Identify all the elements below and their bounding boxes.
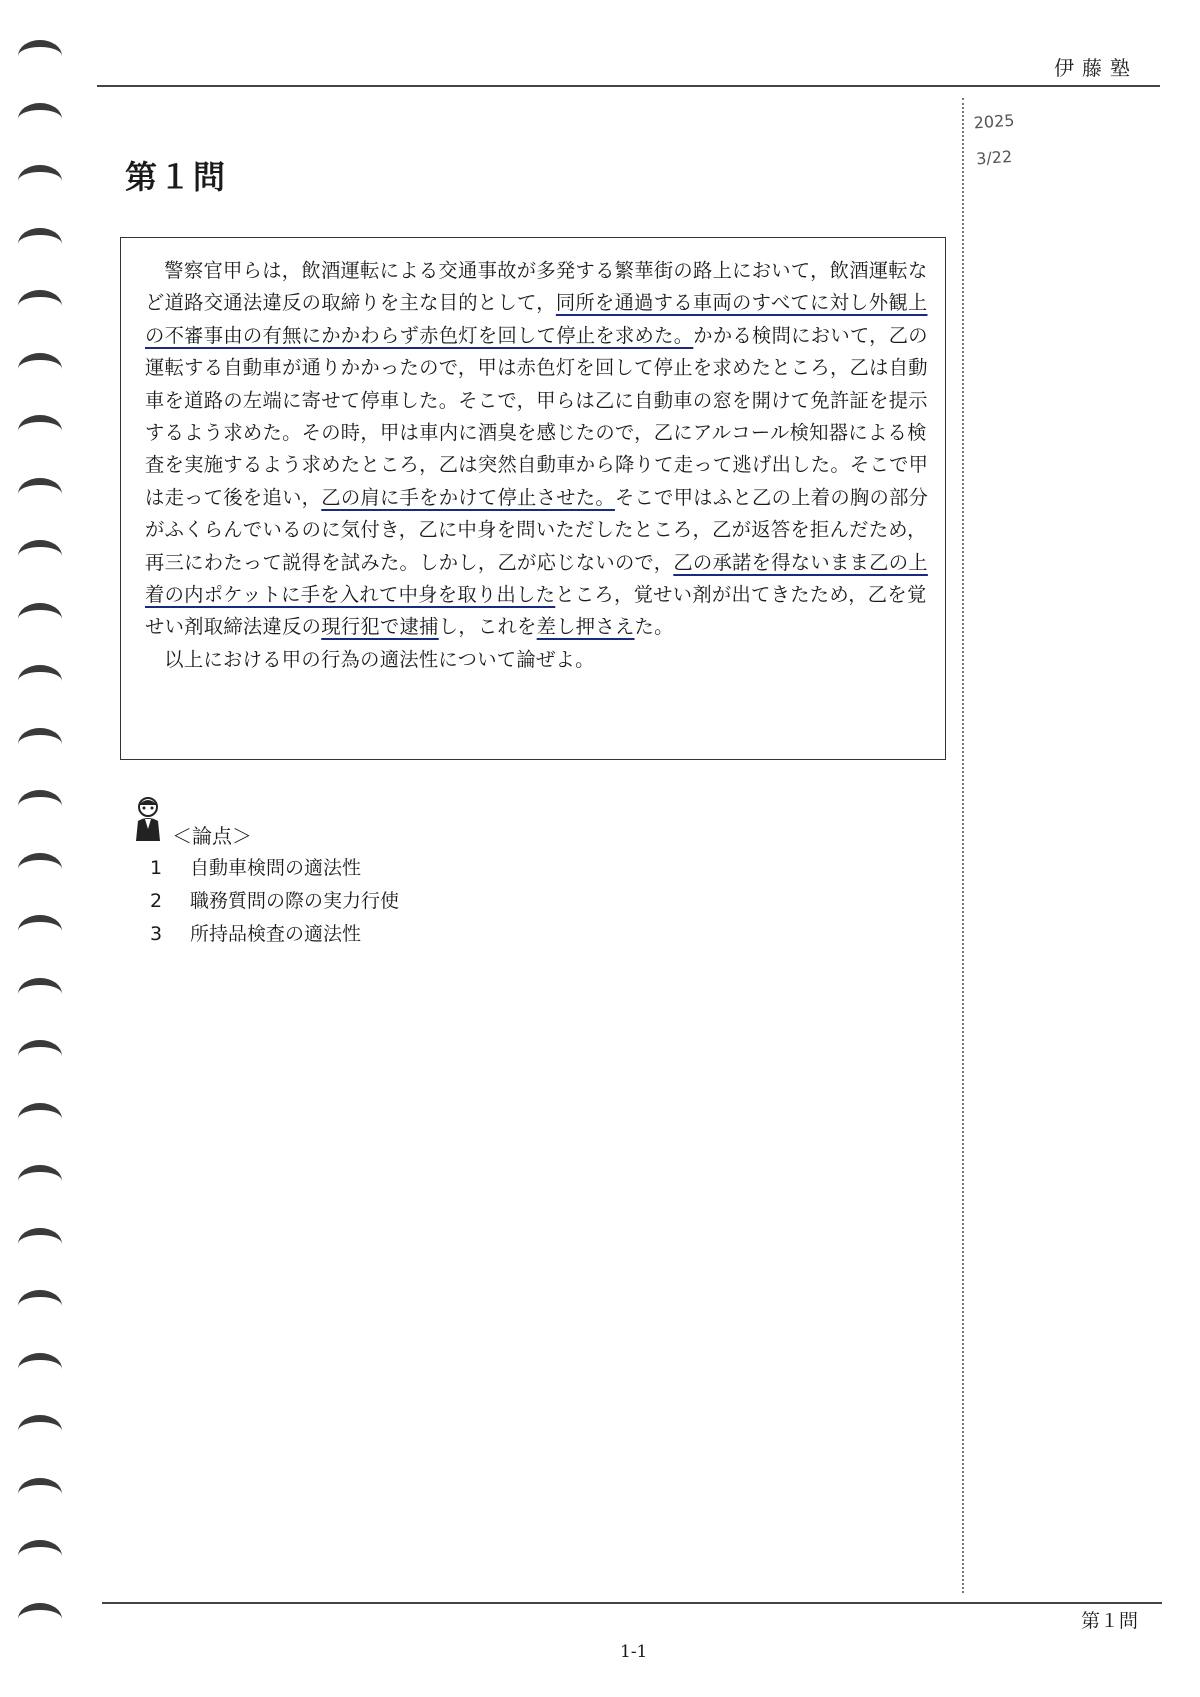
binder-rings [18,40,68,1640]
binder-ring [18,665,62,681]
underlined-phrase: 差し押さえ [536,615,635,639]
question-body [145,255,930,644]
issue-item [150,885,399,918]
binder-ring [18,1478,62,1494]
text-segment: ところ，覚せい剤が出てきたため，乙を覚せい剤取締法違反の [145,583,927,639]
binder-ring [18,228,62,244]
binder-ring [18,290,62,306]
binder-ring [18,103,62,119]
header-rule [97,85,1160,87]
margin-divider [962,98,964,1593]
binder-ring [18,978,62,994]
text-segment: し，これを [438,615,537,639]
handwritten-note [973,103,1019,178]
binder-ring [18,1540,62,1556]
issue-number: 2 [150,890,163,912]
binder-ring [18,603,62,619]
binder-ring [18,40,62,56]
binder-ring [18,790,62,806]
issues-heading: ＜論点＞ [172,824,252,848]
binder-ring [18,1353,62,1369]
binder-ring [18,728,62,744]
footer-section: 第１問 [1080,1610,1138,1632]
issue-text: 自動車検問の適法性 [190,857,362,879]
binder-ring [18,478,62,494]
issues-list [150,852,399,951]
publisher-name: 伊藤塾 [1054,56,1138,80]
footer-rule [102,1602,1162,1604]
underlined-phrase: 乙の肩に手をかけて停止させた。 [321,485,615,509]
binder-ring [18,1040,62,1056]
issue-text: 所持品検査の適法性 [190,923,362,945]
binder-ring [18,353,62,369]
text-segment: そこで甲はふと乙の上着の胸の部分がふくらんでいるのに気付き，乙に中身を問いただしたところ，乙が返答を拒んだため，再三にわたって説得を試みた。しかし，乙が応じないので， [145,485,929,574]
issue-number: 1 [150,857,163,879]
text-segment: た。 [634,615,674,639]
binder-ring [18,165,62,181]
issue-item [150,918,399,951]
binder-ring [18,1603,62,1619]
underlined-phrase: 現行犯で逮捕 [321,615,439,639]
handwritten-year: 2025 [973,110,1016,133]
issue-number: 3 [150,923,163,945]
question-text [145,255,930,676]
lecturer-figure-icon [130,795,166,843]
binder-ring [18,1415,62,1431]
issue-text: 職務質問の際の実力行使 [190,890,400,912]
underlined-phrase: 同所を通過する車両のすべてに対し外観上の不審事由の有無にかかわらず赤色灯を回して停止を求めた。 [145,291,928,347]
issue-item [150,852,399,885]
text-segment: かかる検問において，乙の運転する自動車が通りかかったので，甲は赤色灯を回して停止を求めたところ，乙は自動車を道路の左端に寄せて停車した。そこで，甲らは乙に自動車の窓を開けて免許証を提示するよう求めた。その時，甲は車内に酒臭を感じたので，乙にアルコール検知器による検査を実施するよう求めたところ，乙は突然自動車から降りて走って逃げ出した。そこで甲は走って後を追い， [145,323,929,509]
binder-ring [18,853,62,869]
binder-ring [18,540,62,556]
binder-ring [18,1165,62,1181]
underlined-phrase: 乙の承諾を得ないまま乙の上着の内ポケットに手を入れて中身を取り出した [145,550,928,607]
binder-ring [18,915,62,931]
binder-ring [18,1103,62,1119]
problem-title: 第１問 [125,158,228,196]
page-number: 1-1 [620,1642,648,1662]
binder-ring [18,1228,62,1244]
text-segment: 警察官甲らは，飲酒運転による交通事故が多発する繁華街の路上において，飲酒運転など道路交通法違反の取締りを主な目的として， [145,259,928,315]
question-prompt: 以上における甲の行為の適法性について論ぜよ。 [164,647,595,671]
handwritten-date: 3/22 [975,146,1013,169]
binder-ring [18,1290,62,1306]
binder-ring [18,415,62,431]
